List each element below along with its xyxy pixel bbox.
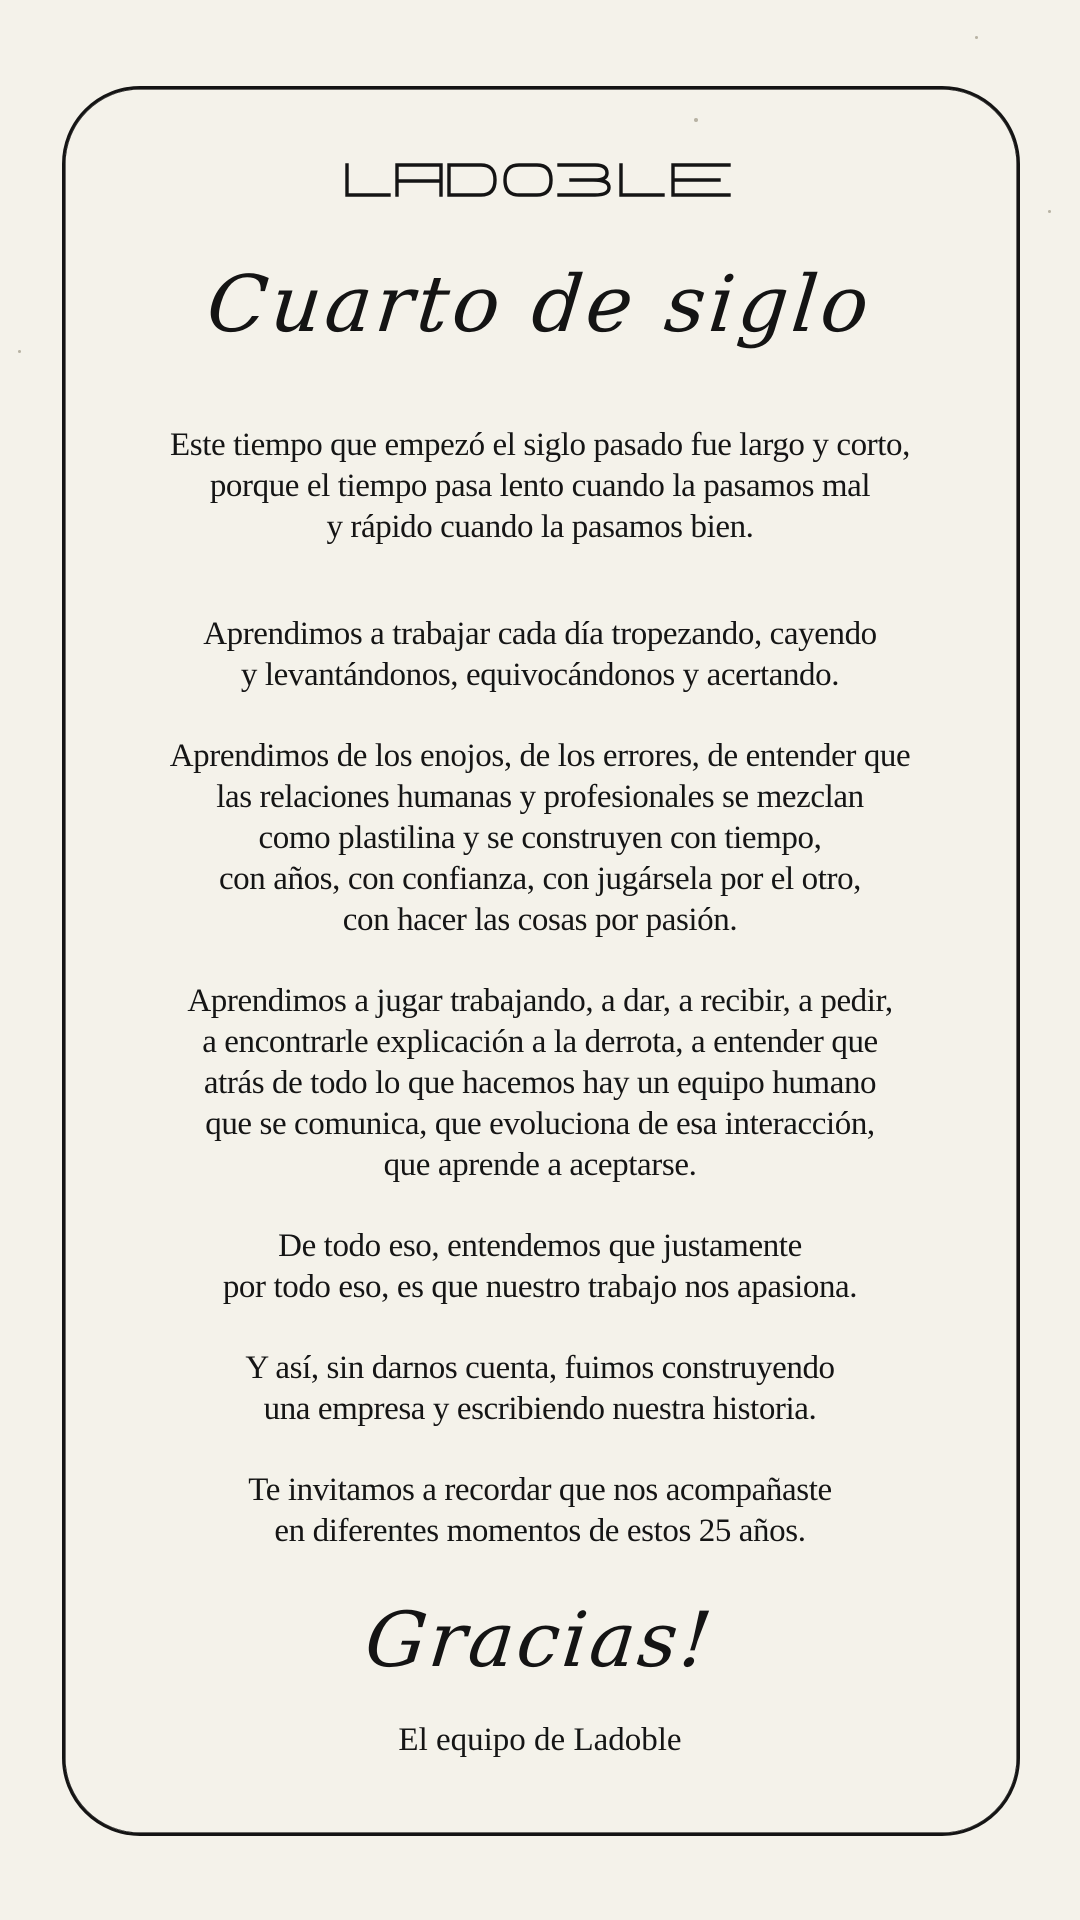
script-title: Cuarto de siglo	[203, 260, 877, 350]
paragraph: Aprendimos a trabajar cada día tropezando, cayendo y levantándonos, equivocándonos y acertando.	[203, 616, 877, 693]
brand-logo	[0, 150, 1080, 210]
thanks-script: Gracias!	[361, 1595, 719, 1684]
paragraph: De todo eso, entendemos que justamente por todo eso, es que nuestro trabajo nos apasiona.	[222, 1228, 858, 1305]
letter-body	[100, 425, 980, 1552]
paragraph: Este tiempo que empezó el siglo pasado fue largo y corto, porque el tiempo pasa lento cuando la pasamos mal y rápido cuando la pasamos bien.	[170, 427, 910, 545]
paragraph: Te invitamos a recordar que nos acompañaste en diferentes momentos de estos 25 años.	[248, 1472, 832, 1549]
paper-speck	[975, 36, 978, 39]
ladoble-logo-icon	[345, 163, 735, 197]
paragraph: Aprendimos a jugar trabajando, a dar, a recibir, a pedir, a encontrarle explicación a la derrota, a entender que atrás de todo lo que hacemos hay un equipo humano que se comunica, que evoluciona de esa interacción, que aprende a aceptarse.	[187, 983, 893, 1183]
signoff: El equipo de Ladoble	[398, 1722, 682, 1758]
paragraph: Y así, sin darnos cuenta, fuimos construyendo una empresa y escribiendo nuestra historia.	[245, 1350, 835, 1427]
paragraph: Aprendimos de los enojos, de los errores, de entender que las relaciones humanas y profesionales se mezclan como plastilina y se construyen con tiempo, con años, con confianza, con jugársela por el otro, con hacer las cosas por pasión.	[169, 738, 911, 938]
paper-speck	[1048, 210, 1051, 213]
